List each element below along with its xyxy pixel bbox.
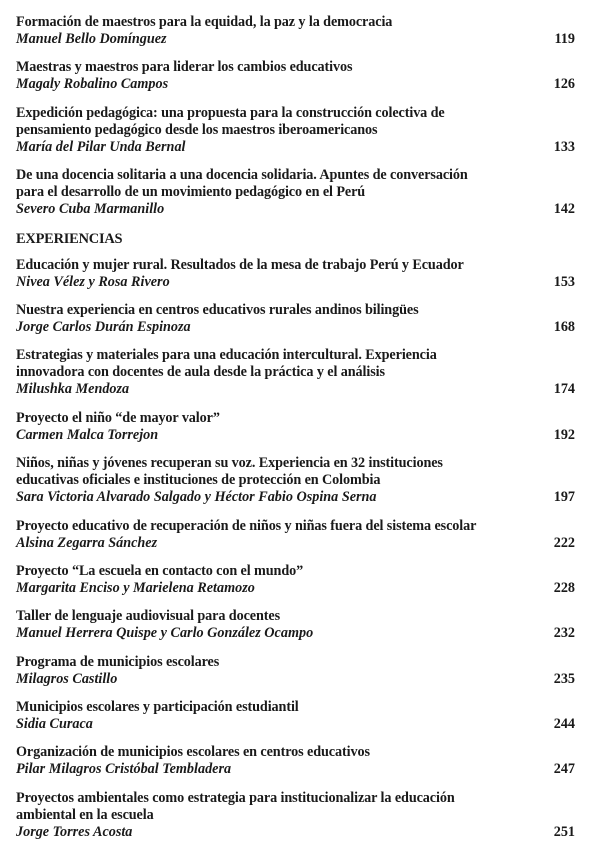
entry-title-line: De una docencia solitaria a una docencia solidaria. Apuntes de conversación bbox=[16, 167, 468, 184]
entry-page-number: 142 bbox=[553, 201, 575, 218]
entry-page-number: 232 bbox=[553, 625, 575, 642]
entry-author-row bbox=[16, 319, 576, 336]
entry-author: María del Pilar Unda Bernal bbox=[16, 138, 186, 155]
entry-author: Magaly Robalino Campos bbox=[16, 76, 169, 93]
toc-entry bbox=[16, 608, 576, 642]
entry-title-line: Niños, niñas y jóvenes recuperan su voz. Experiencia en 32 instituciones bbox=[16, 455, 443, 472]
entry-title-line: pensamiento pedagógico desde los maestros iberoamericanos bbox=[16, 121, 378, 138]
entry-author: Alsina Zegarra Sánchez bbox=[16, 534, 158, 551]
entry-title-line: Taller de lenguaje audiovisual para docentes bbox=[16, 608, 281, 625]
entry-page-number: 126 bbox=[553, 76, 575, 93]
entry-title-line: Nuestra experiencia en centros educativos rurales andinos bilingües bbox=[16, 301, 419, 318]
toc-entry bbox=[16, 654, 576, 688]
entry-title-line: Educación y mujer rural. Resultados de la mesa de trabajo Perú y Ecuador bbox=[16, 256, 464, 273]
entry-author: Severo Cuba Marmanillo bbox=[16, 201, 165, 218]
entry-page-number: 168 bbox=[553, 318, 575, 335]
toc-entry bbox=[16, 410, 576, 444]
entry-page-number: 251 bbox=[553, 823, 575, 840]
entry-title-line: Municipios escolares y participación estudiantil bbox=[16, 699, 299, 716]
entry-author: Sara Victoria Alvarado Salgado y Héctor Fabio Ospina Serna bbox=[16, 489, 377, 506]
entry-author-row bbox=[16, 139, 576, 156]
section-heading: EXPERIENCIAS bbox=[16, 230, 123, 247]
entry-title-line: Expedición pedagógica: una propuesta para la construcción colectiva de bbox=[16, 104, 445, 121]
entry-title-line: Estrategias y materiales para una educación intercultural. Experiencia bbox=[16, 347, 437, 364]
entry-title-line: educativas oficiales e instituciones de protección en Colombia bbox=[16, 472, 381, 489]
entry-author-row bbox=[16, 31, 576, 48]
entry-title-line: Proyecto “La escuela en contacto con el mundo” bbox=[16, 562, 304, 579]
entry-title-line: para el desarrollo de un movimiento pedagógico en el Perú bbox=[16, 184, 366, 201]
entry-page-number: 247 bbox=[553, 761, 575, 778]
toc-entry bbox=[16, 518, 576, 552]
entry-author-row bbox=[16, 76, 576, 93]
toc-entry bbox=[16, 744, 576, 778]
toc-entry bbox=[16, 790, 576, 841]
entry-title-line: innovadora con docentes de aula desde la práctica y el análisis bbox=[16, 364, 385, 381]
entry-page-number: 228 bbox=[553, 579, 575, 596]
entry-title-line: Programa de municipios escolares bbox=[16, 653, 220, 670]
entry-author-row bbox=[16, 625, 576, 642]
entry-author: Carmen Malca Torrejon bbox=[16, 426, 159, 443]
toc-entry bbox=[16, 59, 576, 93]
entry-page-number: 235 bbox=[553, 670, 575, 687]
table-of-contents bbox=[16, 14, 576, 852]
entry-page-number: 174 bbox=[553, 381, 575, 398]
entry-author: Jorge Carlos Durán Espinoza bbox=[16, 318, 191, 335]
toc-entry bbox=[16, 563, 576, 597]
entry-author-row bbox=[16, 489, 576, 506]
entry-author-row bbox=[16, 716, 576, 733]
entry-page-number: 197 bbox=[553, 489, 575, 506]
entry-author: Nivea Vélez y Rosa Rivero bbox=[16, 273, 170, 290]
toc-entry bbox=[16, 14, 576, 48]
toc-entry bbox=[16, 302, 576, 336]
entry-author-row bbox=[16, 580, 576, 597]
entry-page-number: 192 bbox=[553, 426, 575, 443]
entry-page-number: 244 bbox=[553, 716, 575, 733]
entry-page-number: 133 bbox=[553, 138, 575, 155]
toc-entry bbox=[16, 167, 576, 218]
entry-title-line: Formación de maestros para la equidad, la paz y la democracia bbox=[16, 14, 393, 30]
entry-author: Sidia Curaca bbox=[16, 716, 93, 733]
entry-author-row bbox=[16, 761, 576, 778]
entry-author-row bbox=[16, 671, 576, 688]
entry-page-number: 119 bbox=[554, 31, 575, 47]
entry-page-number: 153 bbox=[553, 273, 575, 290]
entry-title-line: Proyecto educativo de recuperación de niños y niñas fuera del sistema escolar bbox=[16, 517, 477, 534]
entry-author: Milagros Castillo bbox=[16, 670, 118, 687]
entry-title-line: Organización de municipios escolares en centros educativos bbox=[16, 744, 370, 761]
entry-title-line: ambiental en la escuela bbox=[16, 806, 154, 823]
entry-author-row bbox=[16, 535, 576, 552]
entry-author: Pilar Milagros Cristóbal Tembladera bbox=[16, 761, 232, 778]
entry-page-number: 222 bbox=[553, 534, 575, 551]
entry-title-line: Proyecto el niño “de mayor valor” bbox=[16, 409, 220, 426]
toc-entry bbox=[16, 105, 576, 156]
entry-author-row bbox=[16, 201, 576, 218]
entry-author: Manuel Bello Domínguez bbox=[16, 31, 167, 47]
toc-list-part2 bbox=[16, 257, 576, 841]
toc-entry bbox=[16, 347, 576, 398]
entry-author-row bbox=[16, 824, 576, 841]
toc-entry bbox=[16, 257, 576, 291]
entry-author: Milushka Mendoza bbox=[16, 381, 130, 398]
entry-author-row bbox=[16, 427, 576, 444]
toc-list-part1 bbox=[16, 14, 576, 218]
entry-title-line: Maestras y maestros para liderar los cambios educativos bbox=[16, 59, 353, 76]
entry-title-line: Proyectos ambientales como estrategia para institucionalizar la educación bbox=[16, 789, 455, 806]
entry-author: Jorge Torres Acosta bbox=[16, 823, 133, 840]
entry-author-row bbox=[16, 274, 576, 291]
entry-author-row bbox=[16, 381, 576, 398]
entry-author: Margarita Enciso y Marielena Retamozo bbox=[16, 579, 255, 596]
entry-author: Manuel Herrera Quispe y Carlo González Ocampo bbox=[16, 625, 314, 642]
toc-entry bbox=[16, 699, 576, 733]
toc-entry bbox=[16, 455, 576, 506]
